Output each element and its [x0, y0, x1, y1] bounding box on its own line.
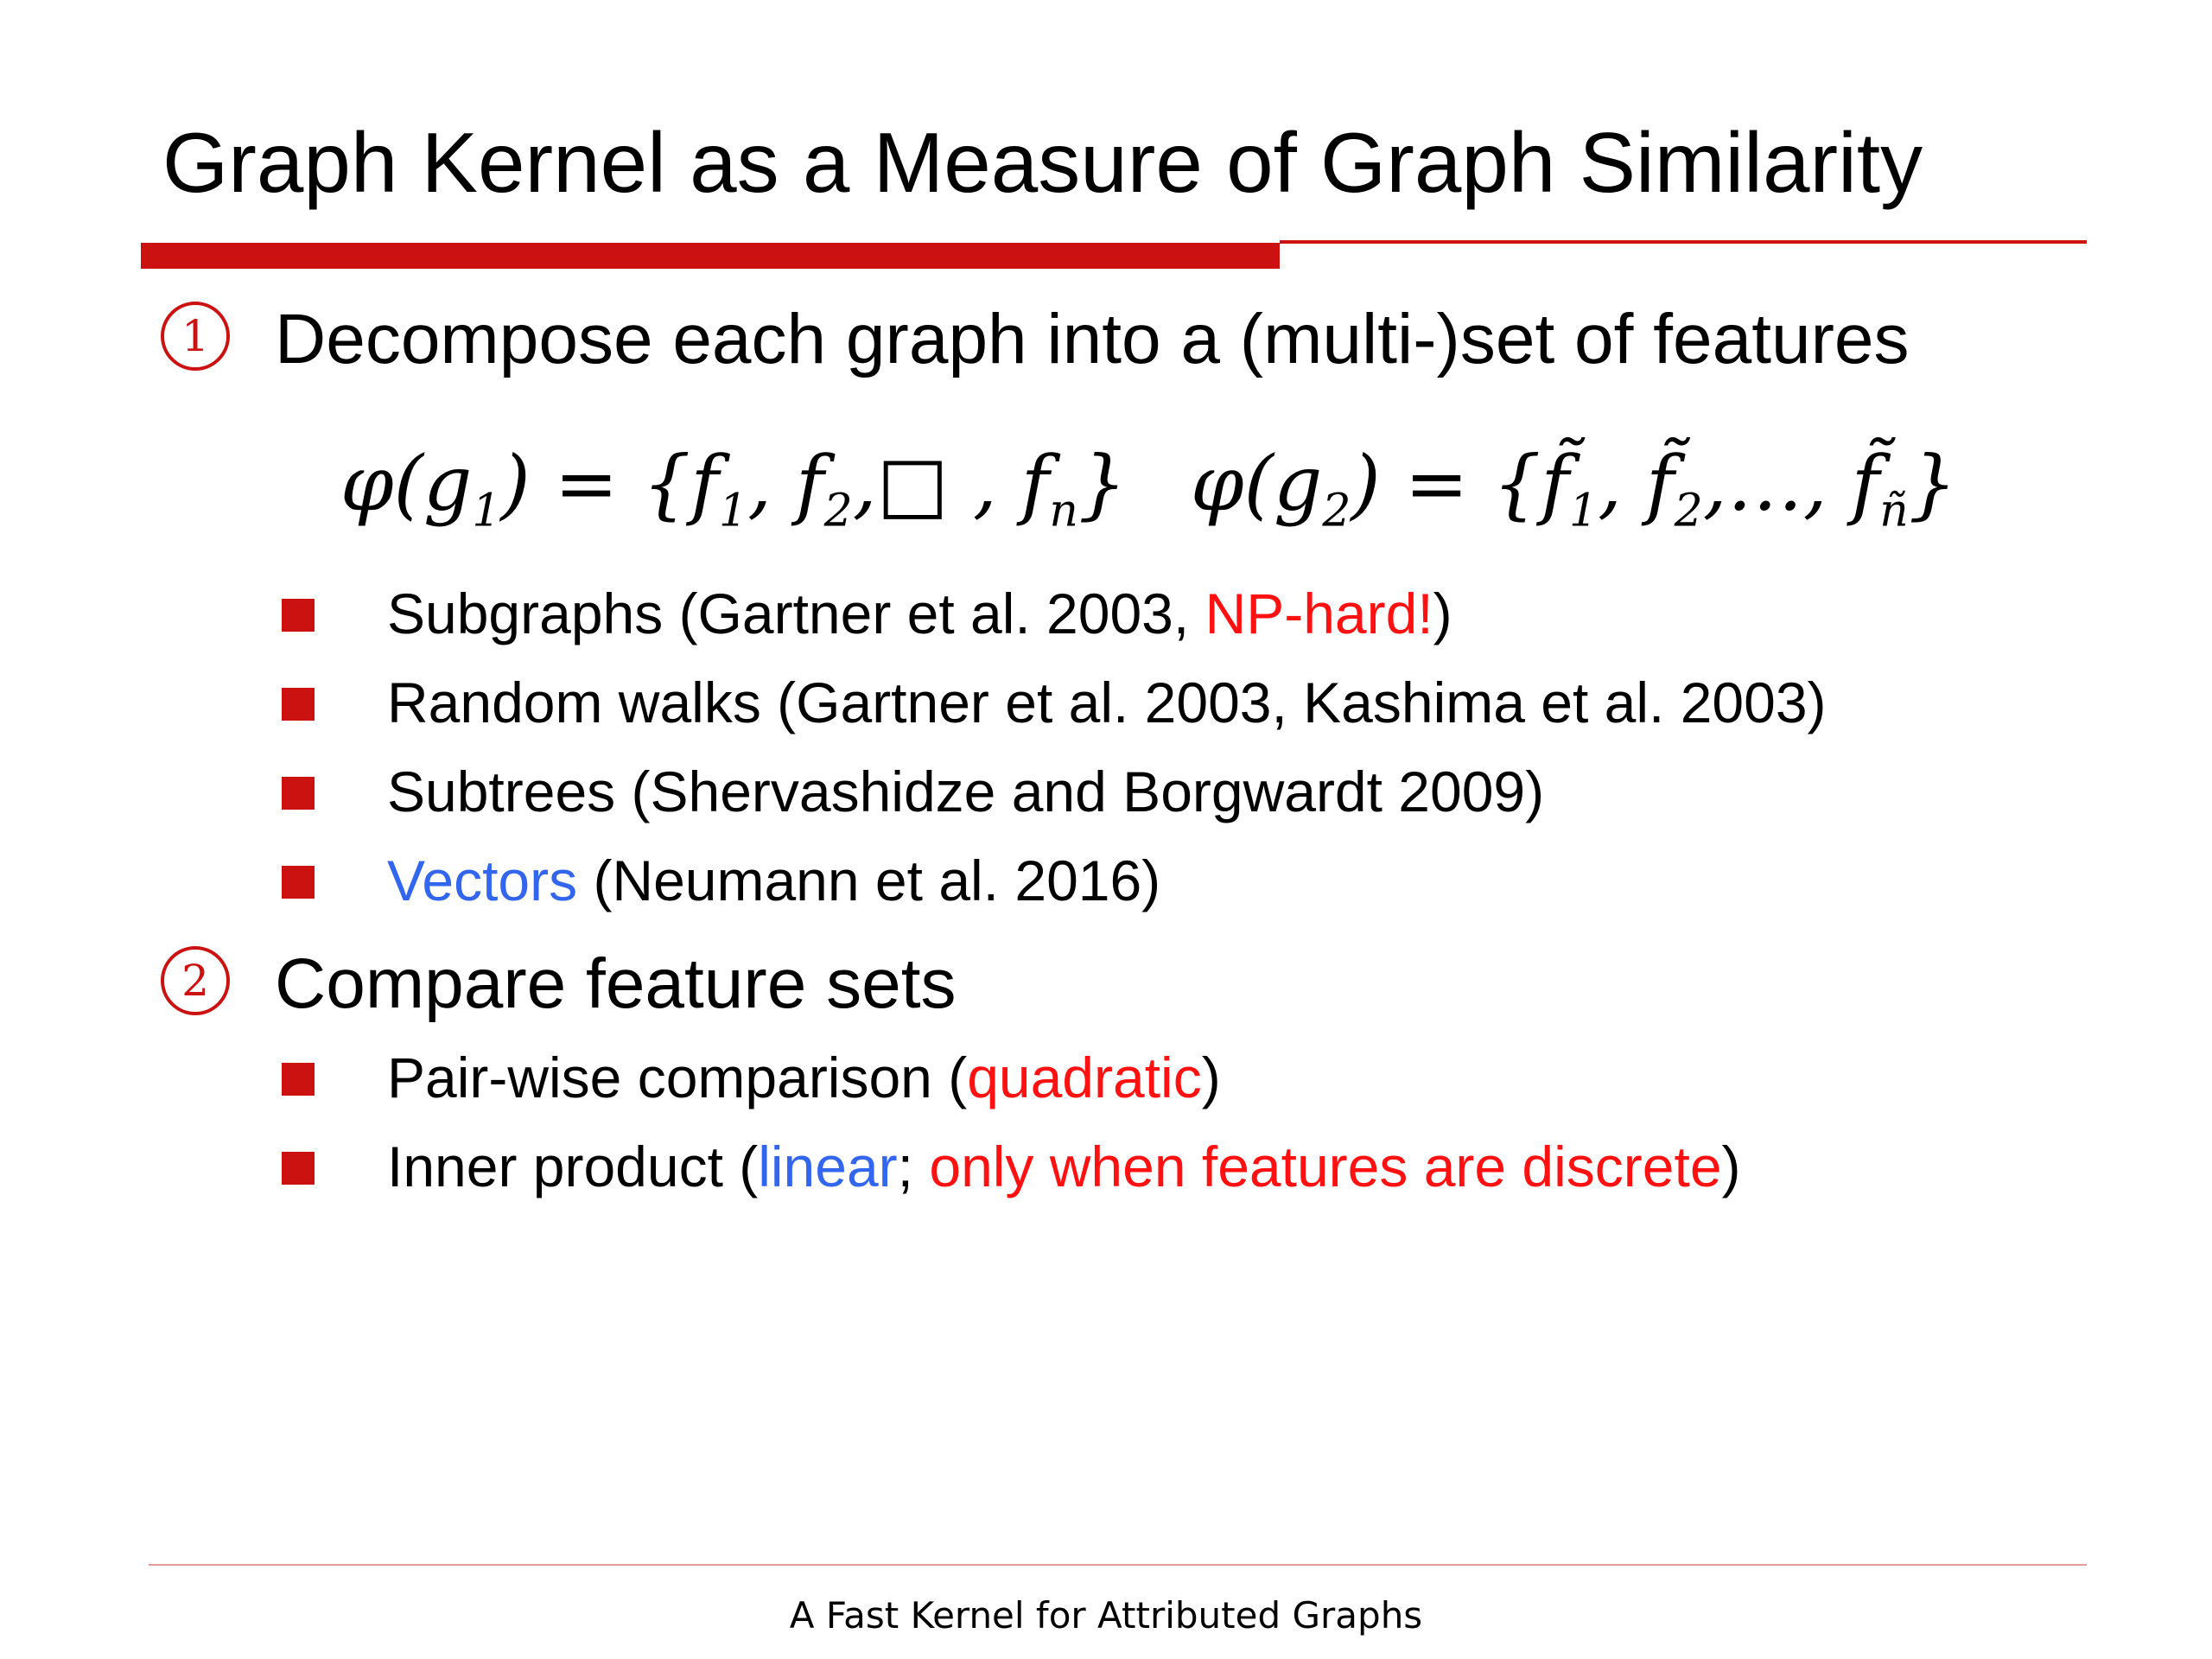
feature-n-subscript: n	[1049, 485, 1078, 537]
step-2-label: Compare feature sets	[275, 944, 957, 1023]
feature-n-subscript: ñ	[1879, 485, 1909, 537]
text-run: ;	[897, 1135, 930, 1198]
feature-1-subscript: 1	[719, 485, 748, 537]
list-item-text	[387, 846, 1160, 915]
bullet-square-icon	[282, 866, 315, 899]
footer-title: A Fast Kernel for Attributed Graphs	[789, 1594, 1423, 1637]
equals-open: = {	[1380, 439, 1541, 528]
feature-1: f̃	[1541, 439, 1569, 528]
feature-1: f	[690, 439, 719, 528]
list-item-text	[387, 1132, 1741, 1201]
formula-graph-2: $\varphi(g_2)$ = {$f̃_1$, $f̃_2,\dots$, $f̃_ñ$}	[1191, 439, 1957, 537]
text-run: (Neumann et al. 2016)	[577, 849, 1161, 912]
feature-2-subscript: 2	[1674, 485, 1703, 537]
equals-open: = {	[530, 439, 691, 528]
title-underline-thick	[141, 243, 1280, 269]
feature-n: f	[1020, 439, 1050, 528]
list-item-text	[387, 1043, 1221, 1112]
highlight-red: quadratic	[967, 1046, 1202, 1109]
text-run: )	[1201, 1046, 1221, 1109]
formula-graph-1: $\varphi(g_1) = \{f_1$, $f_2,□$ , $f_n$}	[340, 439, 1127, 537]
feature-2: f	[796, 439, 824, 528]
footer-divider	[149, 1564, 2087, 1566]
feature-2: f̃	[1646, 439, 1675, 528]
text-run: Subgraphs (Gartner et al. 2003,	[387, 582, 1205, 645]
bullet-square-icon	[282, 599, 315, 632]
ellipsis: …	[1726, 439, 1803, 528]
step-1-number: 1	[161, 302, 230, 371]
text-run: )	[1721, 1135, 1741, 1198]
title-underline-thin	[1280, 240, 2087, 244]
phi-symbol: φ	[340, 439, 394, 528]
phi-symbol: φ	[1191, 439, 1244, 528]
list-item-text	[387, 579, 1452, 648]
highlight-red: NP-hard!	[1205, 582, 1433, 645]
graph-subscript: 1	[472, 485, 501, 537]
close-brace: }	[1077, 439, 1127, 528]
missing-glyph: □	[876, 439, 949, 528]
feature-2-subscript: 2	[823, 485, 853, 537]
highlight-blue: linear	[758, 1135, 898, 1198]
list-item-text: Subtrees (Shervashidze and Borgwardt 2009)	[387, 760, 1545, 823]
graph-symbol: g	[1273, 439, 1323, 528]
step-1-label: Decompose each graph into a (multi-)set of features	[275, 300, 1910, 378]
graph-symbol: g	[423, 439, 473, 528]
text-run: Pair-wise comparison (	[387, 1046, 968, 1109]
slide-title: Graph Kernel as a Measure of Graph Similarity	[162, 115, 1923, 210]
step-2-number: 2	[161, 946, 230, 1015]
bullet-square-icon	[282, 1063, 315, 1096]
highlight-red: only when features are discrete	[929, 1135, 1722, 1198]
bullet-square-icon	[282, 1152, 315, 1185]
feature-n: f̃	[1851, 439, 1880, 528]
highlight-blue: Vectors	[387, 849, 578, 912]
close-brace: }	[1908, 439, 1957, 528]
text-run: Inner product (	[387, 1135, 759, 1198]
feature-1-subscript: 1	[1569, 485, 1599, 537]
list-item-text: Random walks (Gartner et al. 2003, Kashima et al. 2003)	[387, 671, 1827, 734]
graph-subscript: 2	[1322, 485, 1351, 537]
text-run: )	[1433, 582, 1452, 645]
bullet-square-icon	[282, 777, 315, 810]
bullet-square-icon	[282, 688, 315, 721]
